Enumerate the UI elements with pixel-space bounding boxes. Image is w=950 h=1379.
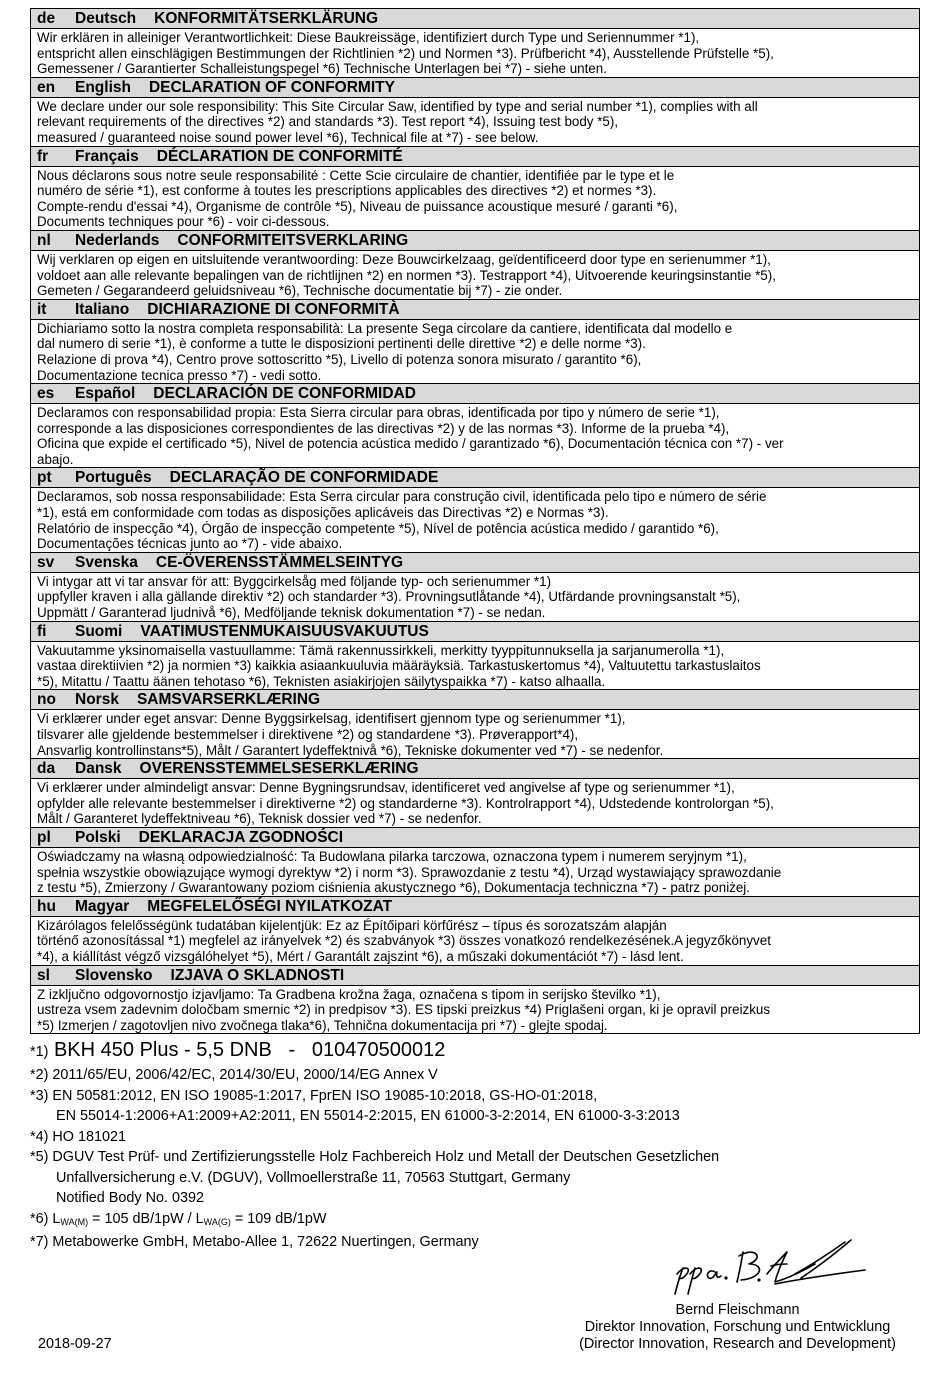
section-nl: [31, 231, 919, 300]
signatory: [560, 1302, 915, 1353]
noise-sub-measured: WA(M): [60, 1216, 89, 1227]
text-line: Vi erklærer under eget ansvar: Denne Byggsirkelsag, identifisert gjennom type og serienummer *1),: [37, 711, 626, 727]
language-code: en: [37, 78, 56, 96]
standards-line-1: *3) EN 50581:2012, EN ISO 19085-1:2017, FprEN ISO 19085-10:2018, GS-HO-01:2018,: [30, 1087, 598, 1104]
section-title: KONFORMITÄTSERKLÄRUNG: [154, 10, 379, 27]
text-line: voldoet aan alle relevante bepalingen van de richtlijnen *2) en normen *3). Testrapport *4), Uitvoerende keuringsinstantie *5),: [37, 267, 776, 283]
text-line: ustreza vsem zadevnim določbam smernic *2) in predpisov *3). ES tipski preizkus *4) Priglašeni organ, ki je opravil preizkus: [37, 1002, 771, 1018]
section-header: [31, 690, 919, 710]
language-code: sl: [37, 966, 50, 984]
noise-value-measured: = 105 dB/1pW / L: [88, 1210, 204, 1227]
text-line: Relatório de inspecção *4), Órgão de inspecção competente *5), Nível de potência acústica medido / garantido *6),: [37, 520, 719, 536]
product-serial: 010470500012: [311, 1039, 446, 1062]
text-line: Vakuutamme yksinomaisella vastuullamme: Tämä rakennussirkkeli, merkitty tyyppitunnuksella ja sarjanumerolla *1),: [37, 642, 725, 658]
section-text: [31, 98, 919, 146]
section-header: [31, 759, 919, 779]
text-line: Documentações técnicas junto ao *7) - vide abaixo.: [37, 536, 343, 552]
test-body-line-2: Unfallversicherung e.V. (DGUV), Vollmoellerstraße 11, 70563 Stuttgart, Germany: [56, 1169, 571, 1186]
text-line: z testu *5), Zmierzony / Gwarantowany poziom ciśnienia akustycznego *6), Dokumentacja techniczna *7) - patrz poniżej.: [37, 880, 751, 896]
noise-sub-guaranteed: WA(G): [203, 1216, 231, 1227]
language-name: Suomi: [75, 622, 123, 640]
language-code: fr: [37, 147, 49, 165]
text-line: Oświadczamy na własną odpowiedzialność: Ta Budowlana pilarka tarczowa, oznaczona typem i numerem seryjnym *1),: [37, 848, 747, 864]
section-header: [31, 300, 919, 320]
text-line: numéro de série *1), est conforme à toutes les prescriptions applicables des directives *2) et normes *3).: [37, 183, 657, 199]
section-title: VAATIMUSTENMUKAISUUSVAKUUTUS: [140, 622, 429, 640]
section-text: [31, 320, 919, 383]
product-dash: -: [288, 1039, 296, 1062]
section-header: [31, 828, 919, 848]
section-title: DÉCLARATION DE CONFORMITÉ: [156, 147, 403, 165]
section-header: [31, 9, 919, 29]
text-line: Uppmätt / Garanterad ljudnivå *6), Medföljande teknisk dokumentation *7) - se nedan.: [37, 605, 546, 621]
text-line: Wir erklären in alleiniger Verantwortlichkeit: Diese Baukreissäge, identifiziert durch Type und Seriennummer *1),: [37, 30, 700, 45]
text-line: Relazione di prova *4), Centro prove sottoscritto *5), Livello di potenza sonora misurato / garantito *6),: [37, 351, 642, 367]
section-text: [31, 573, 919, 621]
text-line: abajo.: [37, 451, 74, 467]
section-text: [31, 710, 919, 758]
language-code: pl: [37, 828, 51, 846]
section-title: DECLARATION OF CONFORMITY: [148, 78, 395, 96]
product-line: [30, 1038, 920, 1065]
section-hu: [31, 897, 919, 966]
section-title: DECLARAÇÃO DE CONFORMIDADE: [169, 469, 439, 487]
section-header: [31, 468, 919, 488]
section-header: [31, 622, 919, 642]
section-header: [31, 147, 919, 167]
signatory-title-en: (Director Innovation, Research and Development): [579, 1336, 896, 1352]
text-line: dal numero di serie *1), è conforme a tutte le disposizioni pertinenti delle direttive *2) e delle norme *3).: [37, 336, 646, 352]
section-text: [31, 917, 919, 965]
text-line: relevant requirements of the directives *2) and standards *3). Test report *4), Issuing test body *5),: [37, 114, 619, 130]
directives-line: *2) 2011/65/EU, 2006/42/EC, 2014/30/EU, 2000/14/EG Annex V: [30, 1067, 438, 1084]
section-sl: [31, 966, 919, 1034]
product-footnote-mark: *1): [30, 1044, 49, 1061]
text-line: *1), está em conformidade com todas as disposições aplicáveis das Directivas *2) e Normas *3).: [37, 505, 609, 521]
section-fr: [31, 147, 919, 231]
text-line: Vi intygar att vi tar ansvar för att: Byggcirkelsåg med följande typ- och serienummer *1): [37, 573, 552, 589]
language-name: Deutsch: [75, 10, 137, 27]
language-code: it: [37, 300, 47, 318]
language-name: Slovensko: [75, 966, 153, 984]
text-line: corresponde a las disposiciones correspondientes de las directivas *2) y de las normas *3). Informe de la prueba *4),: [37, 420, 730, 436]
section-fi: [31, 622, 919, 691]
text-line: Gemeten / Gegarandeerd geluidsniveau *6), Technische documentatie bij *7) - zie onder.: [37, 283, 563, 299]
language-code: es: [37, 385, 55, 403]
section-header: [31, 966, 919, 986]
language-code: hu: [37, 897, 56, 915]
text-line: Gemessener / Garantierter Schalleistungspegel *6) Technische Unterlagen bei *7) - siehe unten.: [37, 61, 607, 77]
noise-level-line: [30, 1209, 920, 1233]
section-pl: [31, 828, 919, 897]
section-title: DICHIARAZIONE DI CONFORMITÀ: [147, 300, 400, 318]
text-line: uppfyller kraven i alla gällande direktiv *2) och standarder *3). Provningsutlåtande *4), Utfärdande provningsanstalt *5),: [37, 589, 741, 605]
noise-value-guaranteed: = 109 dB/1pW: [230, 1210, 327, 1227]
language-name: Dansk: [75, 760, 122, 778]
section-no: [31, 690, 919, 759]
section-title: CE-ÖVERENSSTÄMMELSEINTYG: [155, 553, 404, 571]
language-code: da: [37, 760, 56, 778]
language-code: pt: [37, 469, 52, 487]
language-code: no: [37, 691, 56, 709]
text-line: opfylder alle relevante bestemmelser i direktiverne *2) og standarderne *3). Kontrolrapport *4), Udstedende kontrolorgan *5),: [37, 795, 774, 811]
text-line: Målt / Garanteret lydeffektniveau *6), Teknisk dossier ved *7) - se nedenfor.: [37, 811, 482, 827]
section-header: [31, 553, 919, 573]
language-name: Magyar: [75, 897, 130, 915]
text-line: Ansvarlig kontrollinstans*5), Målt / Garantert lydeffektnivå *6), Tekniske dokumenter ved *7) - se nedenfor.: [37, 742, 664, 758]
issue-date: 2018-09-27: [38, 1336, 112, 1352]
section-en: [31, 78, 919, 147]
text-line: spełnia wszystkie obowiązujące wymogi dyrektyw *2) i norm *3). Sprawozdanie z testu *4), Urząd wystawiający sprawozdanie: [37, 864, 782, 880]
section-title: CONFORMITEITSVERKLARING: [177, 231, 409, 249]
language-name: Français: [75, 147, 139, 165]
signatory-name: Bernd Fleischmann: [675, 1302, 800, 1318]
text-line: entspricht allen einschlägigen Bestimmungen der Richtlinien *2) und Normen *3). Prüfbericht *4), Ausstellende Prüfstelle *5),: [37, 45, 774, 61]
text-line: Declaramos, sob nossa responsabilidade: Esta Serra circular para construção civil, identificada pelo tipo e número de série: [37, 489, 767, 505]
test-body-line-1: *5) DGUV Test Prüf- und Zertifizierungsstelle Holz Fachbereich Holz und Metall der Deutschen Gesetzlichen: [30, 1149, 720, 1166]
language-name: Português: [75, 469, 152, 487]
section-text: [31, 848, 919, 896]
section-sv: [31, 553, 919, 622]
text-line: Documentazione tecnica presso *7) - vedi sotto.: [37, 367, 322, 383]
section-title: OVERENSSTEMMELSESERKLÆRING: [139, 760, 419, 778]
text-line: *5), Mitattu / Taattu äänen tehotaso *6), Teknisten asiakirjojen säilytyspaikka *7) - katso alhaalla.: [37, 673, 606, 689]
section-title: SAMSVARSERKLÆRING: [136, 691, 321, 709]
section-text: [31, 29, 919, 77]
text-line: vastaa direktiivien *2) ja normien *3) kaikkia asiaankuuluvia määräyksiä. Tarkastuskertomus *4), Valtuutettu tarkastuslaitos: [37, 658, 761, 674]
language-name: Nederlands: [75, 231, 160, 249]
language-name: Italiano: [75, 300, 130, 318]
technical-file-line: *7) Metabowerke GmbH, Metabo-Allee 1, 72622 Nuertingen, Germany: [30, 1234, 479, 1251]
section-text: [31, 488, 919, 551]
section-text: [31, 404, 919, 467]
section-text: [31, 642, 919, 690]
language-name: English: [75, 78, 131, 96]
section-title: IZJAVA O SKLADNOSTI: [170, 966, 345, 984]
section-text: [31, 779, 919, 827]
noise-mark: *6) L: [30, 1210, 61, 1227]
text-line: Documents techniques pour *6) - voir ci-dessous.: [37, 214, 330, 230]
text-line: Kizárólagos felelősségünk tudatában kijelentjük: Ez az Építőipari körfűrész – típus és sorozatszám alapján: [37, 917, 667, 933]
text-line: Wij verklaren op eigen en uitsluitende verantwoording: Deze Bouwcirkelzaag, geïdentificeerd door type en serienummer *1),: [37, 251, 771, 267]
test-report-line: *4) HO 181021: [30, 1128, 126, 1145]
language-name: Polski: [75, 828, 121, 846]
section-it: [31, 300, 919, 384]
section-text: [31, 986, 919, 1034]
text-line: Oficina que expide el certificado *5), Nivel de potencia acústica medido / garantizado *6), Documentación técnica con *7) - ver: [37, 436, 784, 452]
handwritten-signature-icon: [655, 1234, 875, 1304]
section-header: [31, 78, 919, 98]
section-title: MEGFELELŐSÉGI NYILATKOZAT: [147, 897, 393, 915]
section-title: DEKLARACJA ZGODNOŚCI: [138, 828, 344, 846]
section-header: [31, 231, 919, 251]
text-line: tilsvarer alle gjeldende bestemmelser i direktivene *2) og standardene *3). Prøverapport*4),: [37, 727, 579, 742]
section-es: [31, 384, 919, 468]
product-model: BKH 450 Plus - 5,5 DNB: [53, 1039, 272, 1062]
standards-line-2: EN 55014-1:2006+A1:2009+A2:2011, EN 55014-2:2015, EN 61000-3-2:2014, EN 61000-3-3:2013: [56, 1108, 680, 1125]
text-line: Declaramos con responsabilidad propia: Esta Sierra circular para obras, identificada por tipo y número de serie *1),: [37, 405, 720, 421]
notified-body-line: Notified Body No. 0392: [56, 1190, 204, 1207]
text-line: measured / guaranteed noise sound power level *6), Technical file at *7) - see below.: [37, 129, 539, 145]
language-code: nl: [37, 231, 51, 249]
language-code: de: [37, 10, 56, 27]
declaration-table: [30, 8, 920, 1034]
section-text: [31, 251, 919, 299]
section-header: [31, 384, 919, 404]
text-line: *4), a kiállítást végző vizsgálóhelyet *5), Mért / Garantált zajszint *6), a műszaki dokumentációt *7) - lásd lent.: [37, 948, 684, 964]
footnotes: [30, 1038, 920, 1253]
language-name: Español: [75, 385, 136, 403]
text-line: We declare under our sole responsibility: This Site Circular Saw, identified by type and serial number *1), complies with all: [37, 98, 758, 114]
text-line: Dichiariamo sotto la nostra completa responsabilità: La presente Sega circolare da cantiere, identificata dal modello e: [37, 320, 733, 336]
text-line: *5) Izmerjen / zagotovljen nivo zvočnega tlaka*6), Tehnična dokumentacija pri *7) - glejte spodaj.: [37, 1017, 608, 1033]
section-da: [31, 759, 919, 828]
language-name: Svenska: [75, 553, 138, 571]
language-code: fi: [37, 622, 47, 640]
section-text: [31, 167, 919, 230]
language-name: Norsk: [75, 691, 119, 709]
text-line: Nous déclarons sous notre seule responsabilité : Cette Scie circulaire de chantier, identifiée par le type et le: [37, 167, 675, 183]
section-pt: [31, 468, 919, 552]
section-title: DECLARACIÓN DE CONFORMIDAD: [153, 385, 416, 403]
text-line: Vi erklærer under almindeligt ansvar: Denne Bygningsrundsav, identificeret ved angivelse af type og serienummer *1),: [37, 780, 735, 796]
text-line: Compte-rendu d'essai *4), Organisme de contrôle *5), Niveau de puissance acoustique mesuré / garanti *6),: [37, 198, 678, 214]
signatory-title-de: Direktor Innovation, Forschung und Entwicklung: [584, 1319, 891, 1335]
section-de: [31, 9, 919, 78]
language-code: sv: [37, 553, 55, 571]
text-line: Z izključno odgovornostjo izjavljamo: Ta Gradbena krožna žaga, označena s tipom in serijsko številko *1),: [37, 986, 661, 1002]
declaration-page: [30, 8, 920, 1253]
section-header: [31, 897, 919, 917]
text-line: történő azonosítással *1) megfelel az irányelvek *2) és szabványok *3) összes vonatkozó rendelkezésének.A jegyzőkönyvet: [37, 933, 771, 949]
